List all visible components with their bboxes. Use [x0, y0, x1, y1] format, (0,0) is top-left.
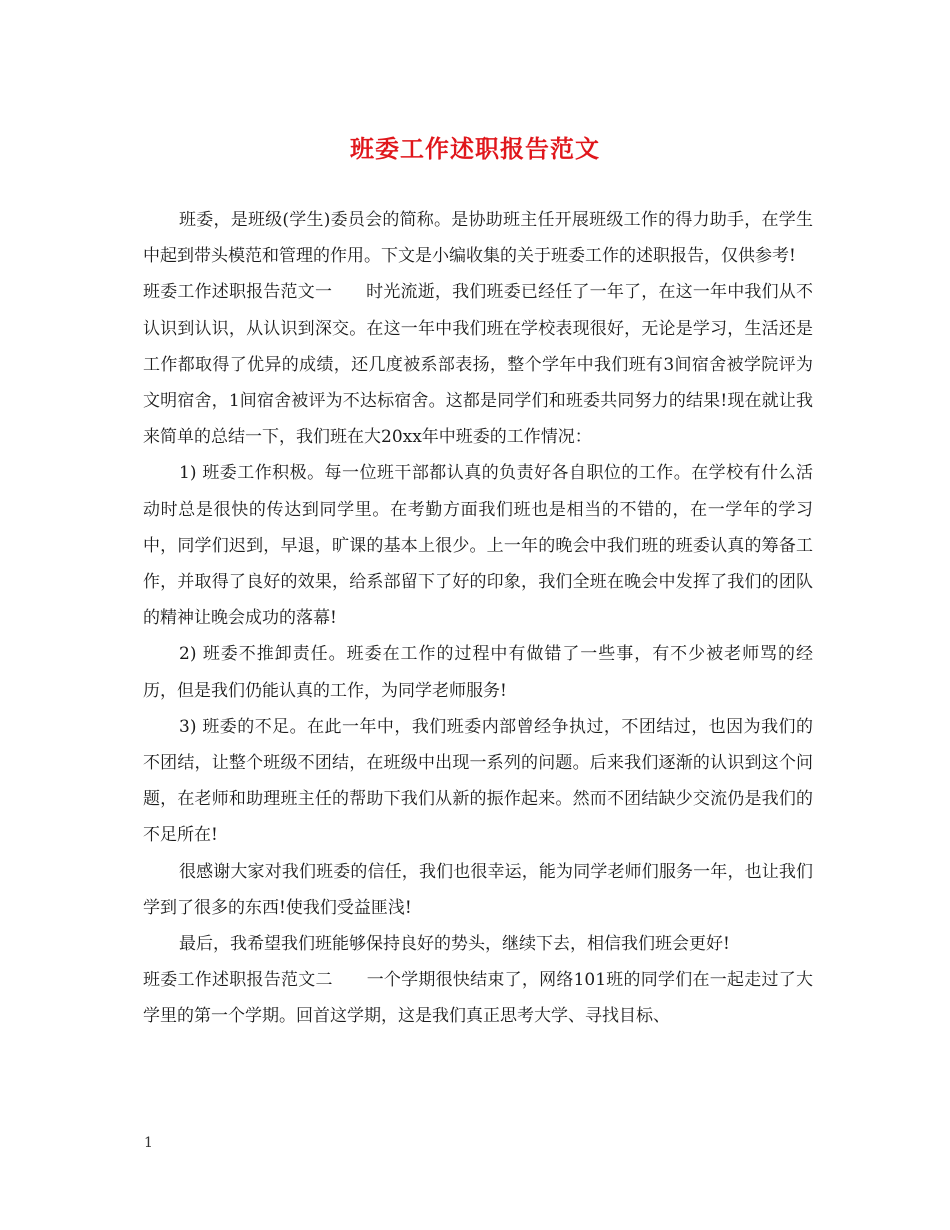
- section-two: [143, 962, 813, 1034]
- closing-paragraph: 最后，我希望我们班能够保持良好的势头，继续下去，相信我们班会更好!: [179, 934, 730, 955]
- section-one-body: 时光流逝，我们班委已经任了一年了，在这一年中我们从不认识到认识，从认识到深交。在这一年中我们班在学校表现很好，无论是学习，生活还是工作都取得了优异的成绩，还几度被系部表扬，整个学年中我们班有3间宿舍被学院评为文明宿舍，1间宿舍被评为不达标宿舍。这都是同学们和班委共同努力的结果!现在就让我来简单的总结一下，我们班在大20xx年中班委的工作情况：: [143, 282, 814, 448]
- section-two-body: 一个学期很快结束了，网络101班的同学们在一起走过了大学里的第一个学期。回首这学期，这是我们真正思考大学、寻找目标、: [143, 970, 813, 1027]
- document-title: 班委工作述职报告范文: [350, 134, 600, 163]
- document-body: [143, 202, 813, 1035]
- section-one: [143, 274, 813, 455]
- section-two-title: 班委工作述职报告范文二: [143, 970, 333, 991]
- section-one-title: 班委工作述职报告范文一: [143, 282, 333, 303]
- thanks-paragraph: 很感谢大家对我们班委的信任，我们也很幸运，能为同学老师们服务一年，也让我们学到了很多的东西!使我们受益匪浅!: [143, 861, 813, 918]
- list-item-two: 2) 班委不推卸责任。班委在工作的过程中有做错了一些事，有不少被老师骂的经历，但是我们仍能认真的工作，为同学老师服务!: [143, 644, 813, 701]
- page-number: 1: [144, 1135, 153, 1151]
- list-item-three: 3) 班委的不足。在此一年中，我们班委内部曾经争执过，不团结过，也因为我们的不团结，让整个班级不团结，在班级中出现一系列的问题。后来我们逐渐的认识到这个问题，在老师和助理班主任的帮助下我们从新的振作起来。然而不团结缺少交流仍是我们的不足所在!: [143, 716, 813, 846]
- intro-paragraph: 班委，是班级(学生)委员会的简称。是协助班主任开展班级工作的得力助手，在学生中起到带头模范和管理的作用。下文是小编收集的关于班委工作的述职报告，仅供参考!: [143, 210, 813, 267]
- list-item-one: 1) 班委工作积极。每一位班干部都认真的负责好各自职位的工作。在学校有什么活动时总是很快的传达到同学里。在考勤方面我们班也是相当的不错的，在一学年的学习中，同学们迟到，早退，旷课的基本上很少。上一年的晚会中我们班的班委认真的筹备工作，并取得了良好的效果，给系部留下了好的印象，我们全班在晚会中发挥了我们的团队的精神让晚会成功的落幕!: [143, 463, 813, 629]
